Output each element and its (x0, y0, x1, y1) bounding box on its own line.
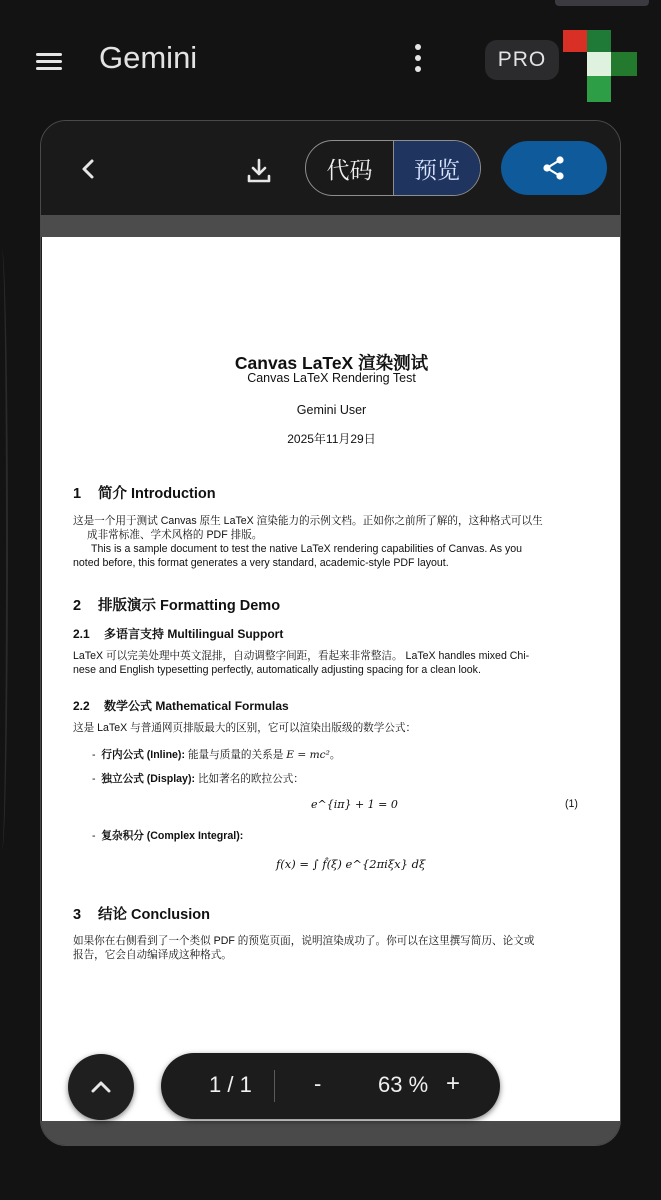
pdf-page (42, 237, 621, 1121)
back-arrow-icon[interactable] (75, 155, 103, 183)
page-indicator: 1 / 1 (209, 1072, 252, 1097)
page-gutter (41, 215, 621, 237)
download-icon[interactable] (243, 155, 275, 187)
document-date: 2025年11月29日 (287, 432, 376, 446)
edge-decoration (0, 250, 8, 850)
chevron-up-icon (88, 1074, 114, 1100)
top-app-bar (0, 0, 661, 120)
page-gutter-bottom (41, 1121, 621, 1146)
list-item: - 独立公式 (Display): 比如著名的欧拉公式： (92, 773, 304, 785)
preview-toolbar (41, 121, 621, 215)
code-preview-toggle (305, 140, 481, 196)
conclusion-paragraph: 如果你在右侧看到了一个类似 PDF 的预览页面，说明渲染成功了。你可以在这里撰写简历、论文或 报告，它会自动编译成这种格式。 (73, 935, 535, 961)
section-heading: 3 结论 Conclusion (73, 907, 210, 923)
list-item: - 复杂积分 (Complex Integral): (92, 830, 244, 842)
document-subtitle: Canvas LaTeX Rendering Test (247, 371, 416, 385)
google-plus-logo-icon (563, 30, 637, 102)
list-item: - 行内公式 (Inline): 能量与质量的关系是 E = mc²。 (92, 749, 341, 761)
math-intro-paragraph: 这是 LaTeX 与普通网页排版最大的区别，它可以渲染出版级的数学公式： (73, 722, 417, 734)
intro-paragraph-zh: 这是一个用于测试 Canvas 原生 LaTeX 渲染能力的示例文档。正如你之前所了解的，这种格式可以生 成非常标准、学术风格的 PDF 排版。 (73, 515, 543, 541)
zoom-out-button[interactable]: - (314, 1071, 322, 1096)
section-heading: 1 简介 Introduction (73, 486, 216, 502)
subsection-heading: 2.1 多语言支持 Multilingual Support (73, 627, 284, 641)
document-title: Canvas LaTeX 渲染测试 (234, 353, 429, 373)
share-icon (540, 154, 568, 182)
intro-paragraph-en: This is a sample document to test the native LaTeX rendering capabilities of Canvas. As you noted before, this format generates a very standard, academic-style PDF layout. (73, 543, 523, 569)
scroll-up-button[interactable] (68, 1054, 134, 1120)
equation-number: (1) (565, 798, 578, 810)
zoom-level: 63 % (378, 1072, 429, 1097)
tab-code[interactable]: 代码 (326, 157, 373, 184)
divider (274, 1070, 275, 1102)
euler-formula: e^{iπ} + 1 = 0 (311, 798, 398, 811)
menu-icon[interactable] (36, 50, 70, 76)
document-author: Gemini User (296, 403, 367, 417)
page-zoom-controls (161, 1053, 500, 1119)
canvas-preview-panel (40, 120, 621, 1146)
subsection-heading: 2.2 数学公式 Mathematical Formulas (73, 699, 289, 713)
multilingual-paragraph: LaTeX 可以完美处理中英文混排，自动调整字间距，看起来非常整洁。 LaTeX handles mixed Chi- nese and English typesetting perfectly, automatically adjusting spacing for a clean look. (73, 650, 530, 676)
section-heading: 2 排版演示 Formatting Demo (73, 598, 281, 614)
pro-badge[interactable]: PRO (485, 40, 559, 80)
tab-preview[interactable]: 预览 (393, 141, 480, 195)
fourier-formula: f(x) = ∫ f̂(ξ) e^{2πiξx} dξ (276, 857, 426, 871)
more-options-icon[interactable] (410, 44, 426, 76)
app-title: Gemini (99, 40, 198, 75)
zoom-in-button[interactable]: + (446, 1070, 461, 1097)
share-button[interactable] (501, 141, 607, 195)
